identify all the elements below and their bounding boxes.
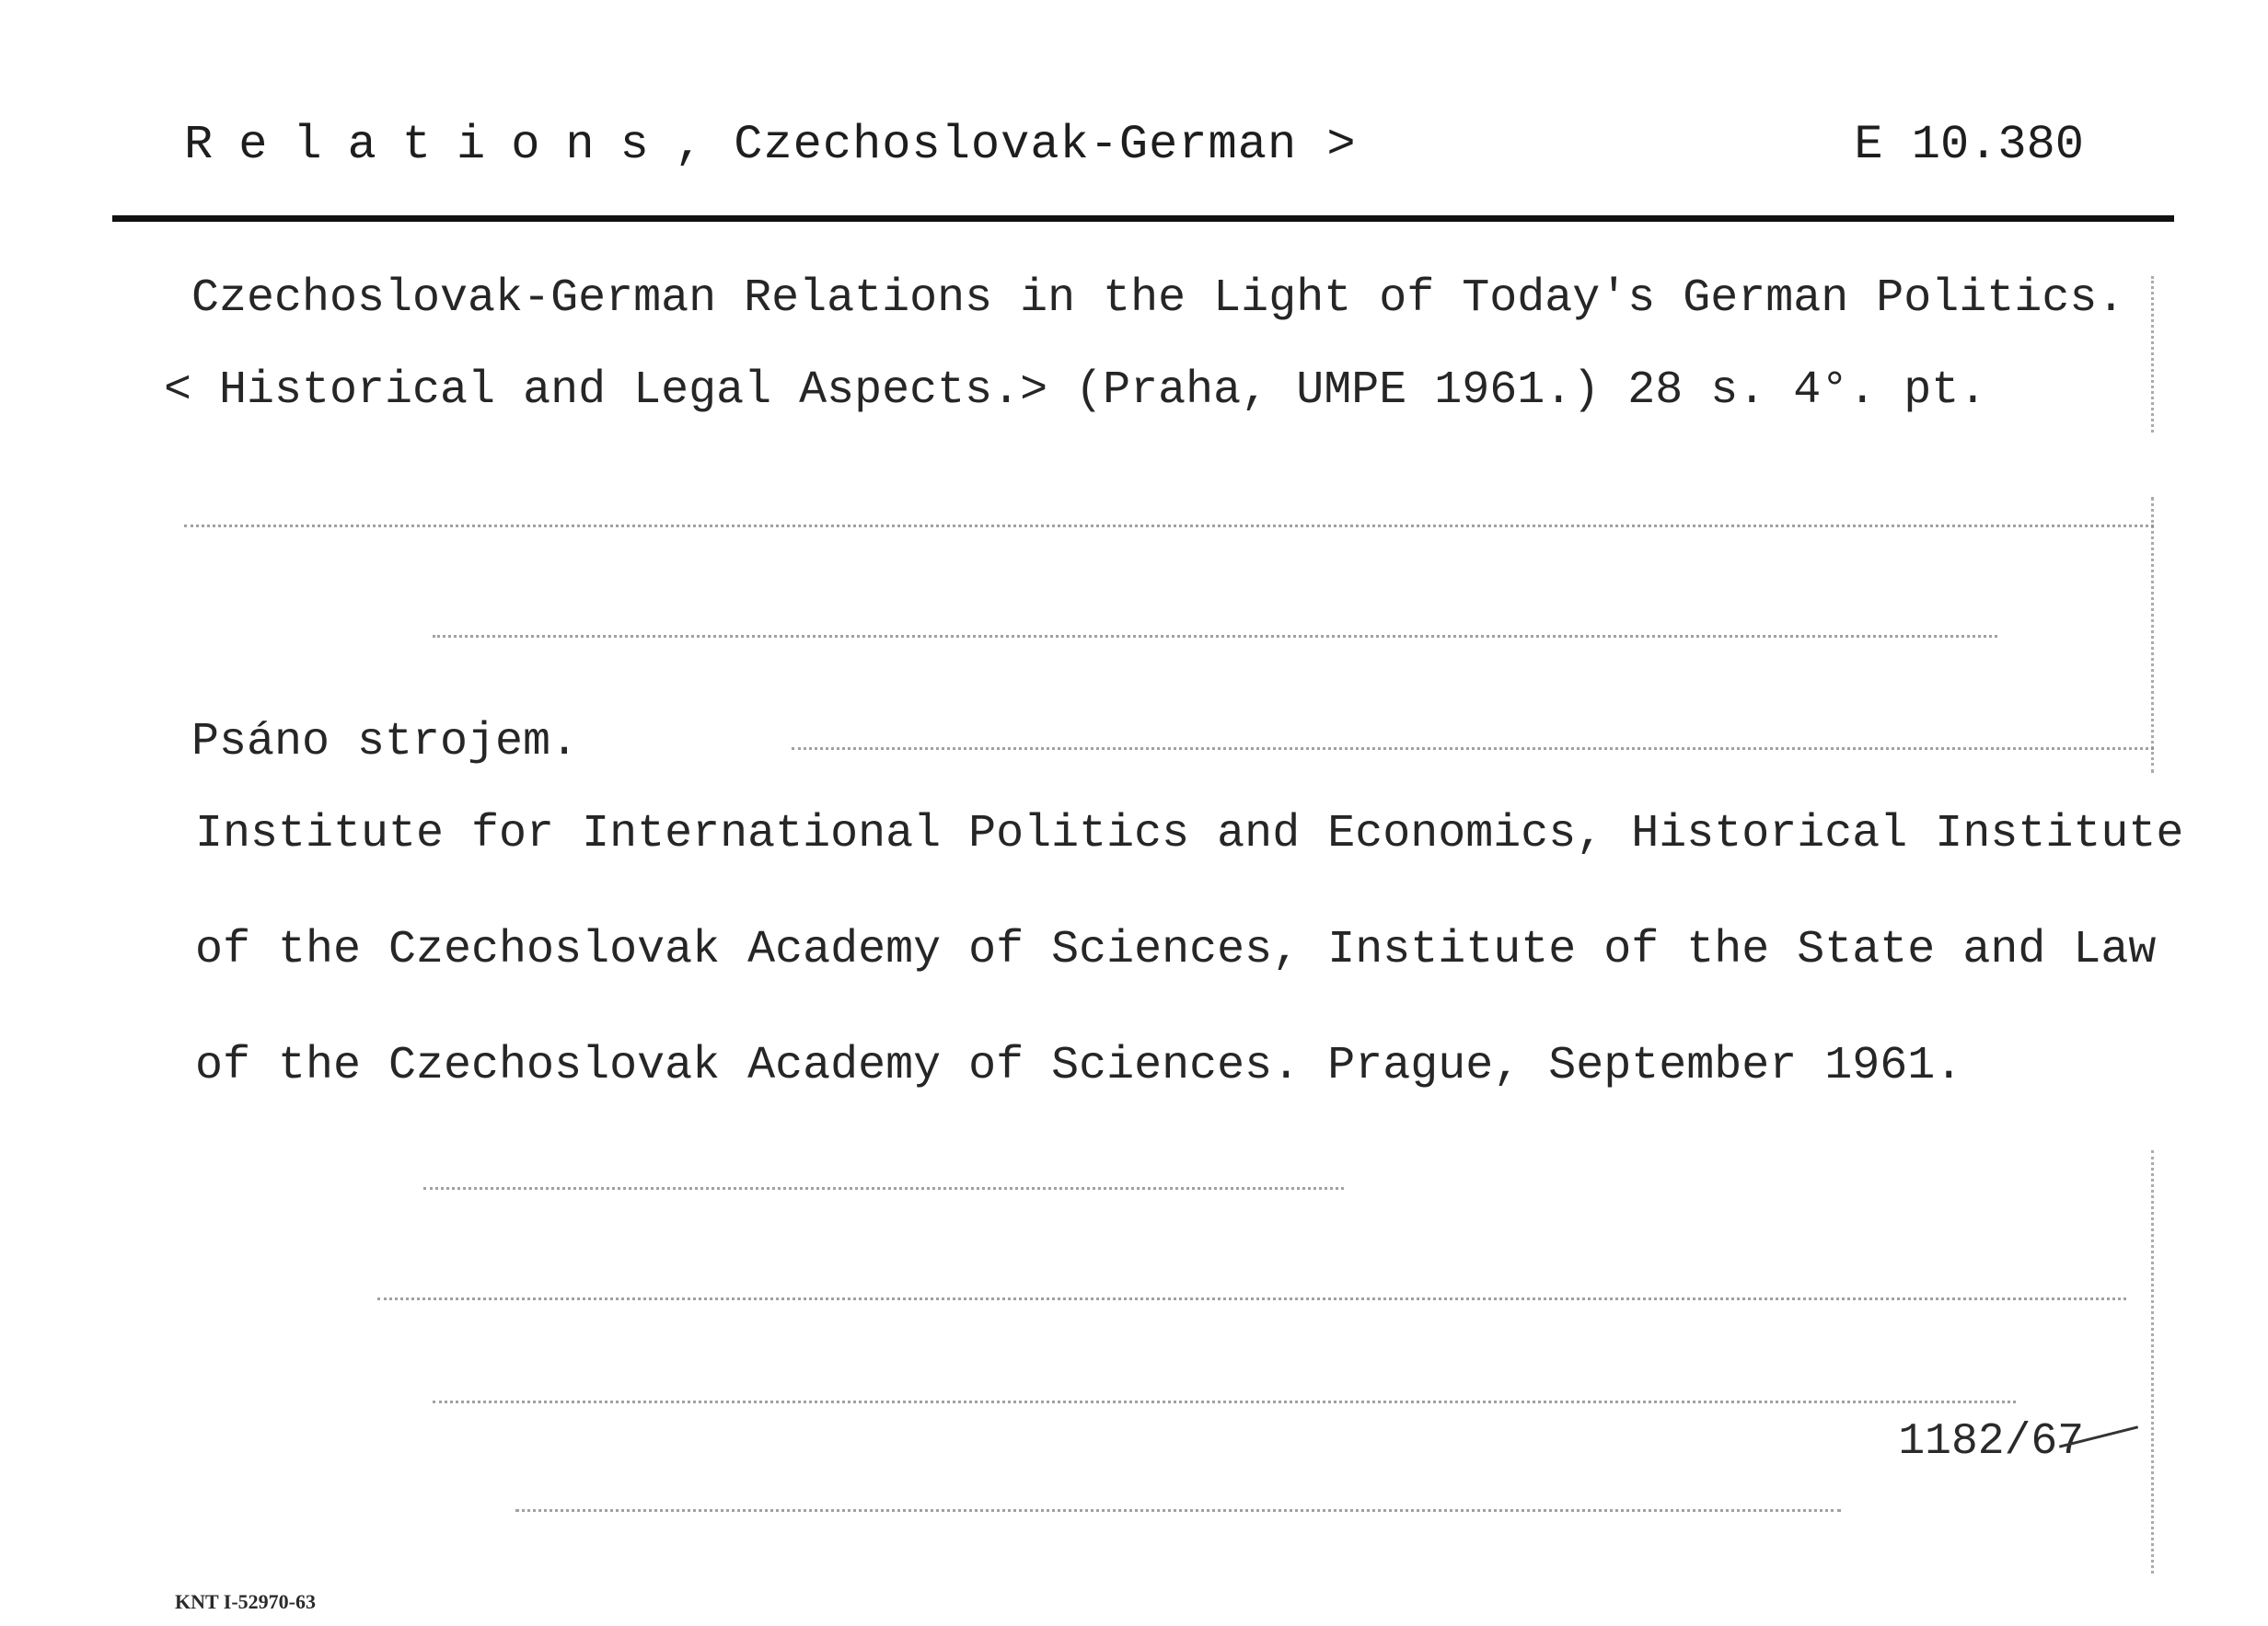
subject-heading (184, 118, 1357, 172)
printer-imprint: KNT I-52970-63 (175, 1590, 316, 1613)
note-line: Psáno strojem. (191, 716, 579, 768)
right-margin-dots (2151, 276, 2154, 432)
body-line-1: Institute for International Politics and Economics, Historical Institute (195, 808, 2184, 860)
blank-ruled-line (423, 1187, 1344, 1190)
blank-ruled-line (433, 1401, 2016, 1403)
accession-number: 1182/67 (1898, 1417, 2084, 1467)
subject-heading-sub: , Czechoslovak-German (674, 118, 1298, 172)
blank-ruled-line (515, 1509, 1841, 1512)
title-line-2: < Historical and Legal Aspects.> (Praha, UMPE 1961.) 28 s. 4°. pt. (164, 364, 1987, 417)
title-line-1: Czechoslovak-German Relations in the Light of Today's German Politics. (191, 272, 2125, 325)
body-line-3: of the Czechoslovak Academy of Sciences. Prague, September 1961. (195, 1040, 1963, 1092)
right-margin-dots (2151, 1150, 2154, 1574)
blank-ruled-line (184, 525, 2154, 527)
blank-ruled-line (433, 635, 1997, 638)
subject-heading-mark: > (1326, 118, 1357, 172)
right-margin-dots (2151, 497, 2154, 773)
blank-ruled-line (792, 747, 2154, 750)
call-number: E 10.380 (1854, 118, 2084, 172)
body-line-2: of the Czechoslovak Academy of Sciences, Institute of the State and Law (195, 924, 2157, 976)
heading-rule (112, 215, 2174, 222)
subject-heading-main: Relations (184, 118, 675, 172)
blank-ruled-line (377, 1297, 2126, 1300)
